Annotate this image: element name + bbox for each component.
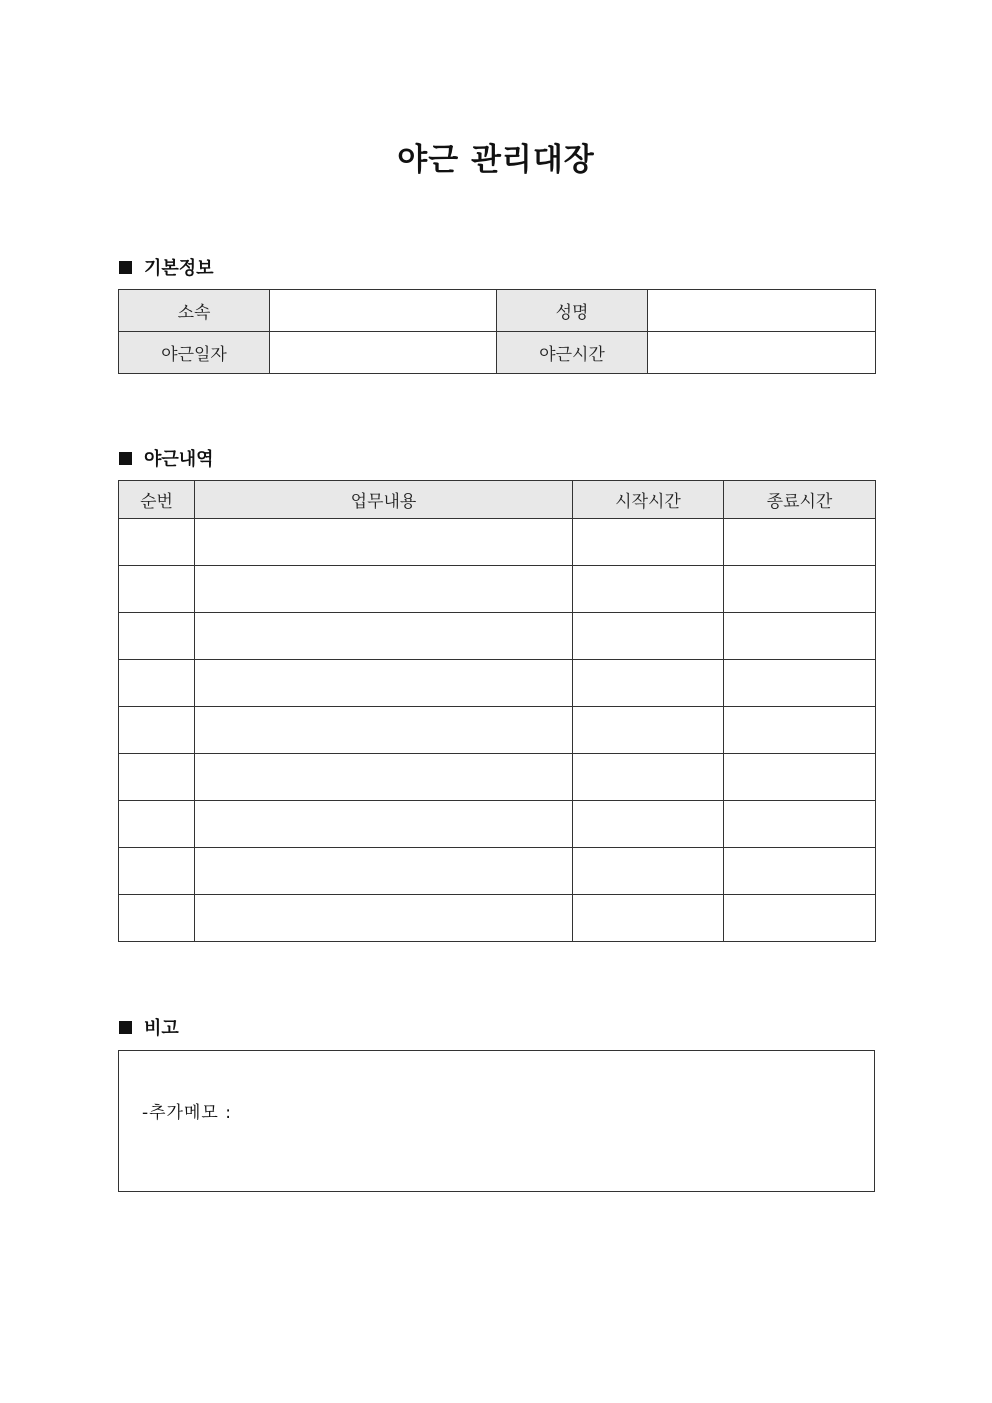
table-cell[interactable] <box>195 848 573 895</box>
table-cell[interactable] <box>573 707 724 754</box>
table-row <box>119 754 876 801</box>
table-header-row <box>119 481 876 519</box>
table-cell[interactable] <box>573 801 724 848</box>
info-value-field[interactable] <box>648 290 876 332</box>
table-cell[interactable] <box>573 660 724 707</box>
section-heading-basic-info <box>119 254 214 280</box>
section-heading-label: 비고 <box>144 1018 179 1039</box>
table-cell[interactable] <box>119 613 195 660</box>
table-row <box>119 895 876 942</box>
table-cell[interactable] <box>119 801 195 848</box>
table-cell[interactable] <box>119 707 195 754</box>
table-cell[interactable] <box>724 801 876 848</box>
table-cell[interactable] <box>724 707 876 754</box>
page-title: 야근 관리대장 <box>397 142 595 178</box>
table-cell[interactable] <box>573 754 724 801</box>
table-cell[interactable] <box>724 613 876 660</box>
table-cell[interactable] <box>724 848 876 895</box>
table-cell[interactable] <box>195 566 573 613</box>
section-heading-label: 기본정보 <box>144 258 214 279</box>
table-cell[interactable] <box>195 613 573 660</box>
square-bullet-icon <box>119 261 132 274</box>
table-cell[interactable] <box>573 895 724 942</box>
table-row <box>119 660 876 707</box>
info-label: 성명 <box>497 290 648 332</box>
table-row <box>119 848 876 895</box>
info-label: 소속 <box>119 290 270 332</box>
table-cell[interactable] <box>195 895 573 942</box>
table-cell[interactable] <box>724 895 876 942</box>
memo-line <box>142 1098 232 1123</box>
table-cell[interactable] <box>724 754 876 801</box>
table-cell[interactable] <box>573 566 724 613</box>
info-row <box>119 332 876 374</box>
column-header: 업무내용 <box>195 481 573 519</box>
square-bullet-icon <box>119 1021 132 1034</box>
table-cell[interactable] <box>119 566 195 613</box>
info-label: 야근시간 <box>497 332 648 374</box>
table-cell[interactable] <box>573 848 724 895</box>
table-cell[interactable] <box>119 754 195 801</box>
info-value-field[interactable] <box>648 332 876 374</box>
section-heading-label: 야근내역 <box>144 449 214 470</box>
table-cell[interactable] <box>195 707 573 754</box>
table-cell[interactable] <box>119 519 195 566</box>
table-cell[interactable] <box>119 895 195 942</box>
table-cell[interactable] <box>724 660 876 707</box>
table-row <box>119 519 876 566</box>
basic-info-table <box>118 289 876 374</box>
table-cell[interactable] <box>195 660 573 707</box>
table-cell[interactable] <box>119 848 195 895</box>
table-cell[interactable] <box>195 801 573 848</box>
info-row <box>119 290 876 332</box>
table-row <box>119 566 876 613</box>
section-heading-remarks <box>119 1014 179 1040</box>
table-row <box>119 613 876 660</box>
column-header: 시작시간 <box>573 481 724 519</box>
table-row <box>119 801 876 848</box>
table-cell[interactable] <box>573 613 724 660</box>
column-header: 종료시간 <box>724 481 876 519</box>
table-cell[interactable] <box>119 660 195 707</box>
remarks-box[interactable] <box>118 1050 875 1192</box>
column-header: 순번 <box>119 481 195 519</box>
overtime-log-table <box>118 480 876 942</box>
info-value-field[interactable] <box>270 290 497 332</box>
table-cell[interactable] <box>195 519 573 566</box>
table-cell[interactable] <box>724 519 876 566</box>
square-bullet-icon <box>119 452 132 465</box>
table-row <box>119 707 876 754</box>
table-cell[interactable] <box>724 566 876 613</box>
table-cell[interactable] <box>195 754 573 801</box>
memo-label: -추가메모 : <box>142 1103 232 1123</box>
section-heading-overtime <box>119 445 214 471</box>
info-label: 야근일자 <box>119 332 270 374</box>
info-value-field[interactable] <box>270 332 497 374</box>
table-cell[interactable] <box>573 519 724 566</box>
